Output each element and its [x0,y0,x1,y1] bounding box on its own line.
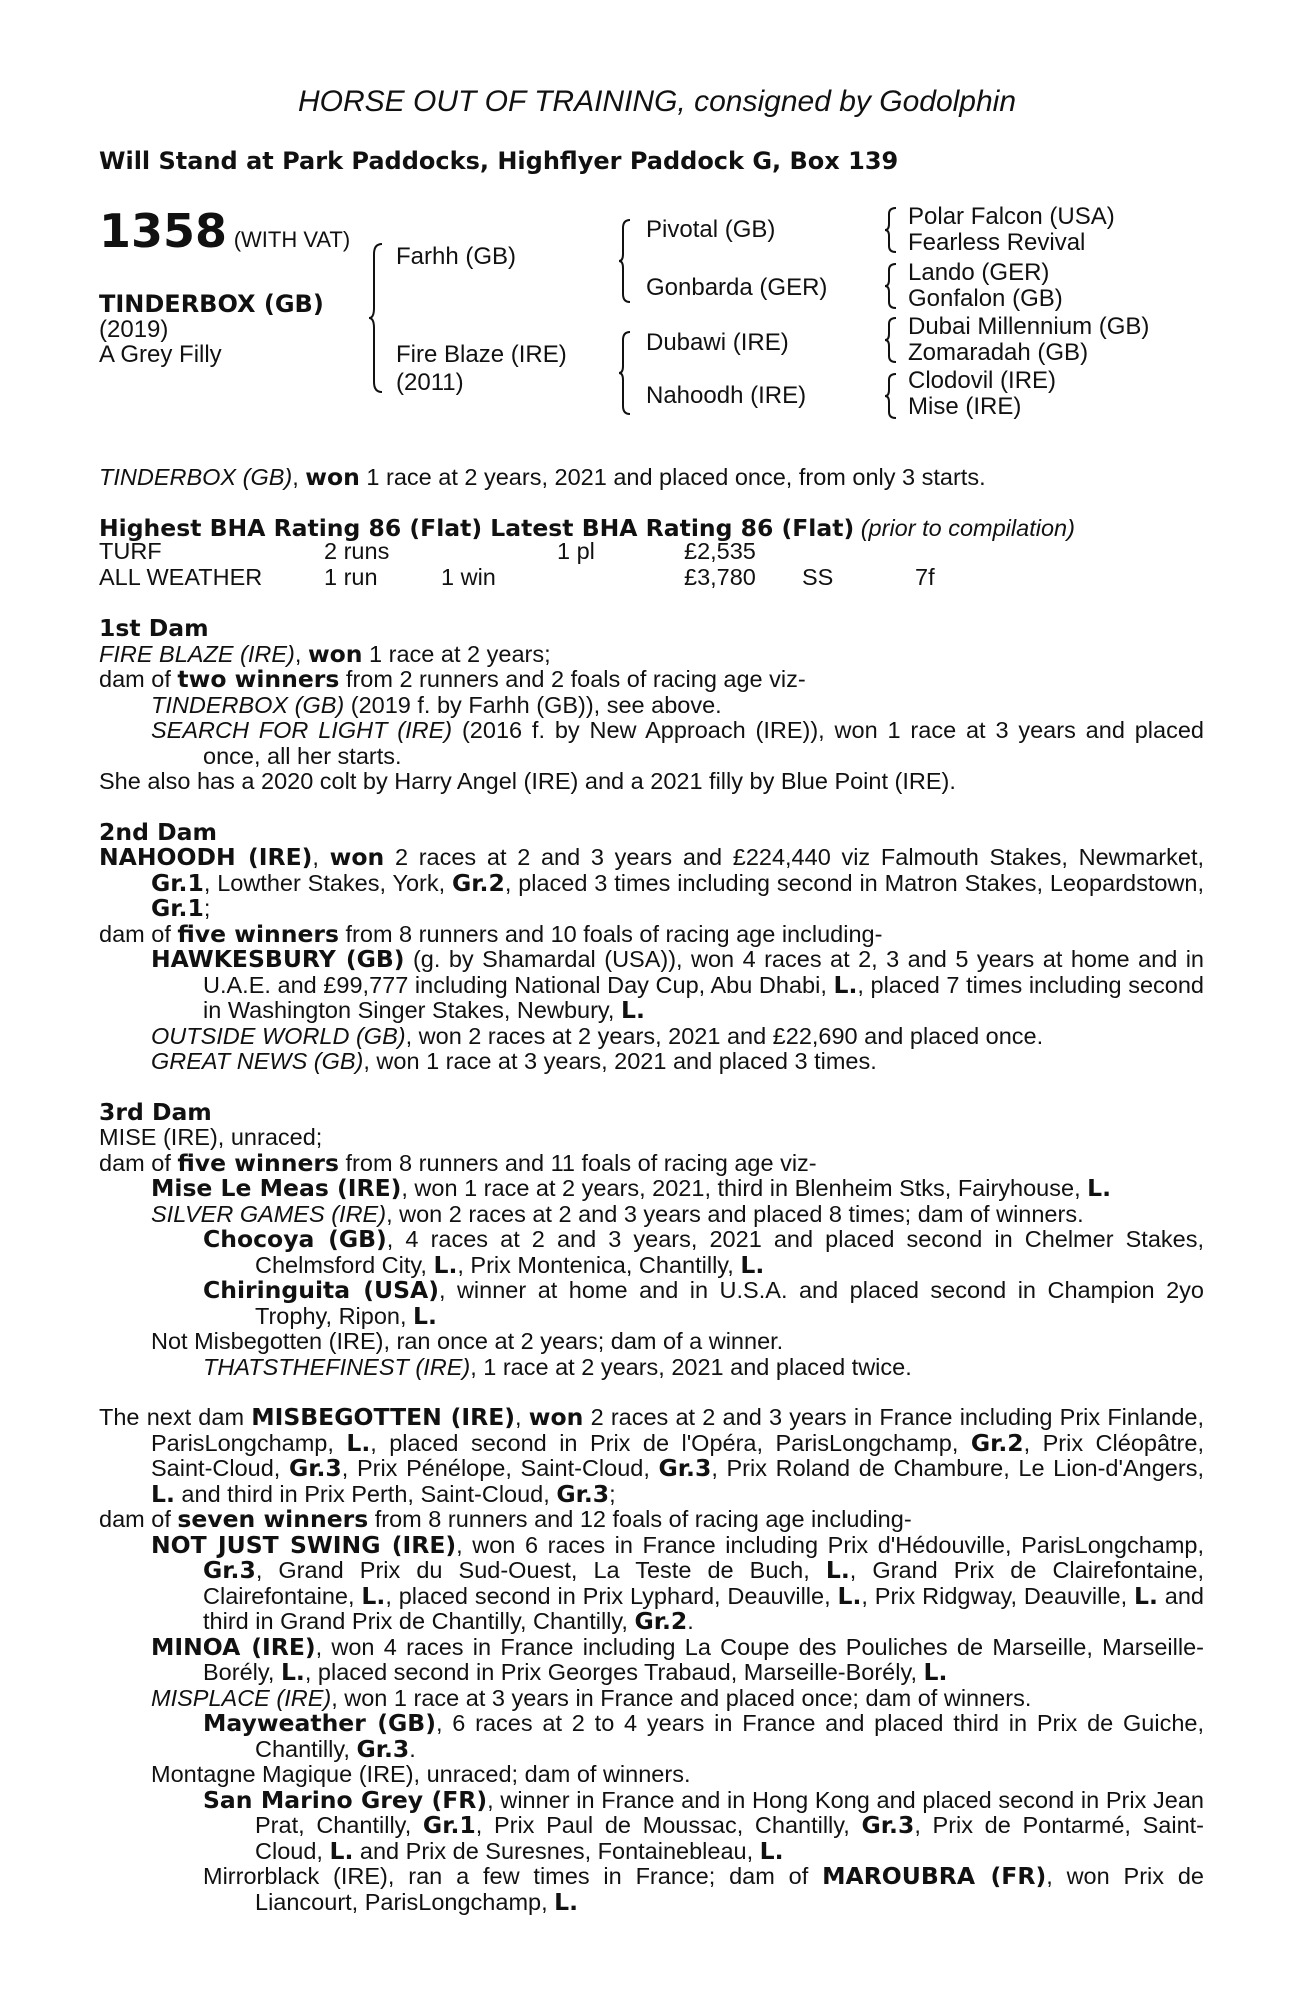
grandparent-2: Fearless Revival [908,229,1086,256]
rating-text: Highest BHA Rating 86 (Flat) Latest BHA Rating 86 (Flat) [99,514,855,542]
pedigree-brace-g3 [884,316,898,364]
dam-year: (2011) [396,369,464,396]
summary-text: 1 race at 2 years, 2021 and placed once, from only 3 starts. [359,464,986,490]
rating-note: (prior to compilation) [860,515,1075,541]
pedigree-brace-sire [618,218,632,304]
dam-dam: Nahoodh (IRE) [646,382,807,409]
placed-cell: 1 pl [557,538,595,564]
pedigree-brace-dam [618,330,632,416]
produce-entry: NOT JUST SWING (IRE), won 6 races in France including Prix d'Hédouville, ParisLongchamp, Gr.3, Grand Prix du Sud-Ouest, La Teste de Buch, L., Grand Prix de Clairefontaine, Clairefontaine, L., placed second in Prix Lyphard, Deauville, L., Prix Ridgway, Deauville, L. and third in Grand Prix de Chantilly, Chantilly, Gr.2. [151,1530,1205,1635]
produce-entry: San Marino Grey (FR), winner in France and in Hong Kong and placed second in Prix Jean Prat, Chantilly, Gr.1, Prix Paul de Moussac, Chantilly, Gr.3, Prix de Pontarmé, Saint-Cloud, L. and Prix de Suresnes, Fontainebleau, L. [203,1785,1204,1865]
dam: Fire Blaze (IRE) [396,341,567,368]
surface-cell: ALL WEATHER [99,563,263,590]
first-dam-foals: She also has a 2020 colt by Harry Angel (IRE) and a 2021 filly by Blue Point (IRE). [99,768,956,794]
sire: Farhh (GB) [396,243,517,270]
second-dam-line: NAHOODH (IRE), won 2 races at 2 and 3 years and £224,440 viz Falmouth Stakes, Newmarket, Gr.1, Lowther Stakes, York, Gr.2, placed 3 times including second in Matron Stakes, Leopardstown, Gr.1; [99,843,1204,922]
produce-entry: Chiringuita (USA), winner at home and in U.S.A. and placed second in Champion 2yo Trophy, Ripon, L. [203,1276,1204,1330]
spacer [99,795,1204,820]
wins-cell: 1 win [441,563,496,590]
produce-entry: Montagne Magique (IRE), unraced; dam of winners. [151,1761,691,1787]
produce-entry: MISPLACE (IRE), won 1 race at 3 years in France and placed once; dam of winners. [151,1684,1032,1711]
horse-year: (2019) [99,316,169,343]
grandparent-5: Dubai Millennium (GB) [908,313,1150,340]
spacer [99,1380,1204,1405]
grandparent-8: Mise (IRE) [908,393,1022,420]
earnings-cell: £2,535 [684,538,756,564]
produce-entry: Not Misbegotten (IRE), ran once at 2 years; dam of a winner. [151,1328,784,1354]
stand-location: Will Stand at Park Paddocks, Highflyer Paddock G, Box 139 [99,147,899,175]
going-cell: SS [802,563,834,590]
third-dam-produce: dam of five winners from 8 runners and 11 foals of racing age viz- [99,1148,817,1177]
spacer [99,1075,1204,1100]
family-notes [99,616,1204,1915]
produce-entry: OUTSIDE WORLD (GB), won 2 races at 2 years, 2021 and £22,690 and placed once. [151,1022,1044,1049]
distance-cell: 7f [915,563,935,590]
next-dam-produce: dam of seven winners from 8 runners and 12 foals of racing age including- [99,1505,912,1533]
horse-description: A Grey Filly [99,341,222,368]
table-row [99,539,1099,565]
pedigree-brace-g2 [884,262,898,310]
grandparent-4: Gonfalon (GB) [908,285,1063,312]
table-row [99,565,1099,591]
produce-entry: SEARCH FOR LIGHT (IRE) (2016 f. by New Approach (IRE)), won 1 race at 3 years and placed once, all her starts. [151,717,1204,769]
pedigree-brace-g4 [884,372,898,420]
third-dam-line: MISE (IRE), unraced; [99,1124,323,1150]
first-dam-produce: dam of two winners from 2 runners and 2 foals of racing age viz- [99,665,806,693]
produce-entry: Mirrorblack (IRE), ran a few times in France; dam of MAROUBRA (FR), won Prix de Liancourt, ParisLongchamp, L. [203,1862,1204,1916]
summary-horse-name: TINDERBOX (GB) [99,464,293,490]
produce-entry: HAWKESBURY (GB) (g. by Shamardal (USA)), won 4 races at 2, 3 and 5 years at home and in U.A.E. and £99,777 including National Day Cup, Abu Dhabi, L., placed 7 times including second in Washington Singer Stakes, Newbury, L. [151,945,1205,1024]
produce-entry: SILVER GAMES (IRE), won 2 races at 2 and 3 years and placed 8 times; dam of winners. [151,1200,1084,1227]
pedigree-brace-g1 [884,206,898,254]
first-dam-heading: 1st Dam [99,614,209,642]
produce-entry: GREAT NEWS (GB), won 1 race at 3 years, 2021 and placed 3 times. [151,1048,877,1074]
runs-cell: 1 run [324,563,378,590]
produce-entry: Mayweather (GB), 6 races at 2 to 4 years in France and placed third in Prix de Guiche, Chantilly, Gr.3. [203,1709,1204,1763]
produce-entry: Mise Le Meas (IRE), won 1 race at 2 years, 2021, third in Blenheim Stks, Fairyhouse, L. [151,1174,1112,1202]
page-title: HORSE OUT OF TRAINING, consigned by Godolphin [297,85,1017,118]
earnings-cell: £3,780 [684,563,756,590]
sire-dam: Gonbarda (GER) [646,274,828,301]
produce-entry: MINOA (IRE), won 4 races in France including La Coupe des Pouliches de Marseille, Marseille-Borély, L., placed second in Prix Georges Trabaud, Marseille-Borély, L. [151,1632,1204,1686]
sire-sire: Pivotal (GB) [646,216,776,243]
grandparent-1: Polar Falcon (USA) [908,203,1115,230]
lot-heading [99,206,350,256]
pedigree-brace-main [368,242,384,394]
vat-note: (WITH VAT) [233,227,351,252]
grandparent-7: Clodovil (IRE) [908,367,1057,394]
surface-cell: TURF [99,538,162,564]
produce-entry: Chocoya (GB), 4 races at 2 and 3 years, 2021 and placed second in Chelmer Stakes, Chelmsford City, L., Prix Montenica, Chantilly, L. [203,1225,1204,1279]
race-summary: TINDERBOX (GB), won 1 race at 2 years, 2021 and placed once, from only 3 starts. [99,463,986,491]
grandparent-6: Zomaradah (GB) [908,339,1089,366]
summary-won: won [305,463,360,491]
dam-sire: Dubawi (IRE) [646,329,789,356]
third-dam-heading: 3rd Dam [99,1097,212,1126]
horse-name: TINDERBOX (GB) [99,290,324,318]
produce-entry: TINDERBOX (GB) (2019 f. by Farhh (GB)), see above. [151,691,722,718]
runs-cell: 2 runs [324,538,390,564]
second-dam-heading: 2nd Dam [99,817,217,846]
grandparent-3: Lando (GER) [908,259,1050,286]
produce-entry: THATSTHEFINEST (IRE), 1 race at 2 years, 2021 and placed twice. [203,1353,912,1380]
second-dam-produce: dam of five winners from 8 runners and 10 foals of racing age including- [99,919,883,948]
lot-number: 1358 [99,204,228,258]
first-dam-line: FIRE BLAZE (IRE), won 1 race at 2 years; [99,639,551,668]
next-dam-line: The next dam MISBEGOTTEN (IRE), won 2 races at 2 and 3 years in France including Prix Finlande, ParisLongchamp, L., placed second in Prix de l'Opéra, ParisLongchamp, Gr.2, Prix Cléopâtre, Saint-Cloud, Gr.3, Prix Pénélope, Saint-Cloud, Gr.3, Prix Roland de Chambure, Le Lion-d'Angers, L. and third in Prix Perth, Saint-Cloud, Gr.3; [99,1403,1204,1508]
race-record-table [99,539,1099,590]
